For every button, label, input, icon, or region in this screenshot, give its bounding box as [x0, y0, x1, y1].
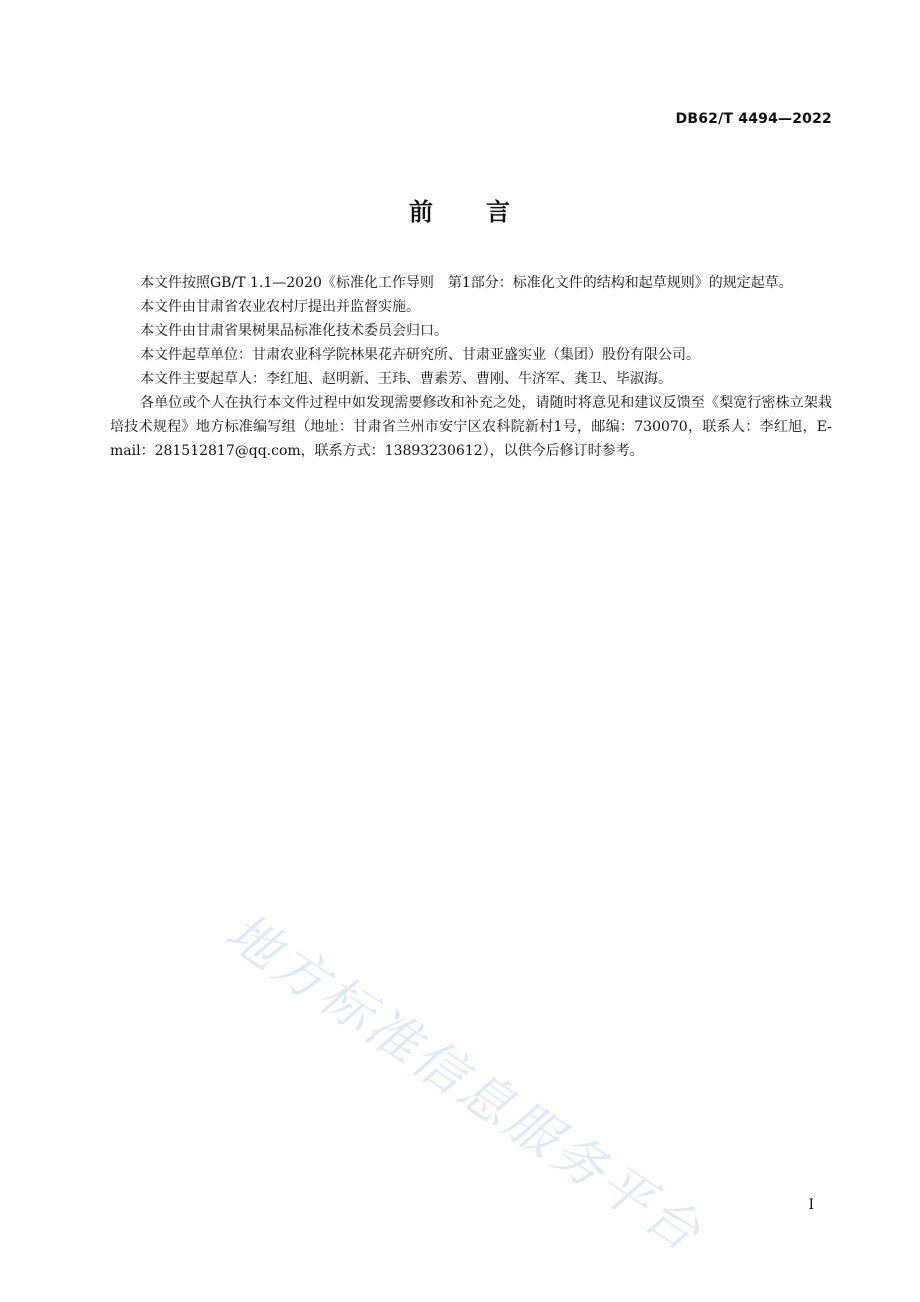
- title-char-2: 言: [486, 198, 511, 226]
- paragraph-drafting-units: 本文件起草单位：甘肃农业科学院林果花卉研究所、甘肃亚盛实业（集团）股份有限公司。: [140, 347, 700, 363]
- page-title: [0, 192, 920, 227]
- paragraph-drafters: 本文件主要起草人：李红旭、赵明新、王玮、曹素芳、曹刚、牛济军、龚卫、毕淑海。: [140, 371, 672, 387]
- watermark-text: 地方标准信息服务平台: [215, 902, 713, 1266]
- paragraph-drafting-basis: 本文件按照GB/T 1.1—2020《标准化工作导则 第1部分：标准化文件的结构和起草规则》的规定起草。: [140, 275, 793, 291]
- paragraph-proposer: 本文件由甘肃省农业农村厅提出并监督实施。: [140, 299, 420, 315]
- foreword-body: [110, 271, 832, 463]
- paragraph-committee: 本文件由甘肃省果树果品标准化技术委员会归口。: [140, 323, 448, 339]
- page-number: I: [808, 1197, 814, 1213]
- paragraph-feedback: 各单位或个人在执行本文件过程中如发现需要修改和补充之处，请随时将意见和建议反馈至《梨宽行密株立架栽培技术规程》地方标准编写组（地址：甘肃省兰州市安宁区农科院新村1号，邮编：730070，联系人：李红旭，E-mail：281512817@qq.com，联系方式：13893230612），以供今后修订时参考。: [110, 395, 832, 459]
- document-code: DB62/T 4494—2022: [675, 111, 832, 127]
- title-char-1: 前: [409, 198, 434, 226]
